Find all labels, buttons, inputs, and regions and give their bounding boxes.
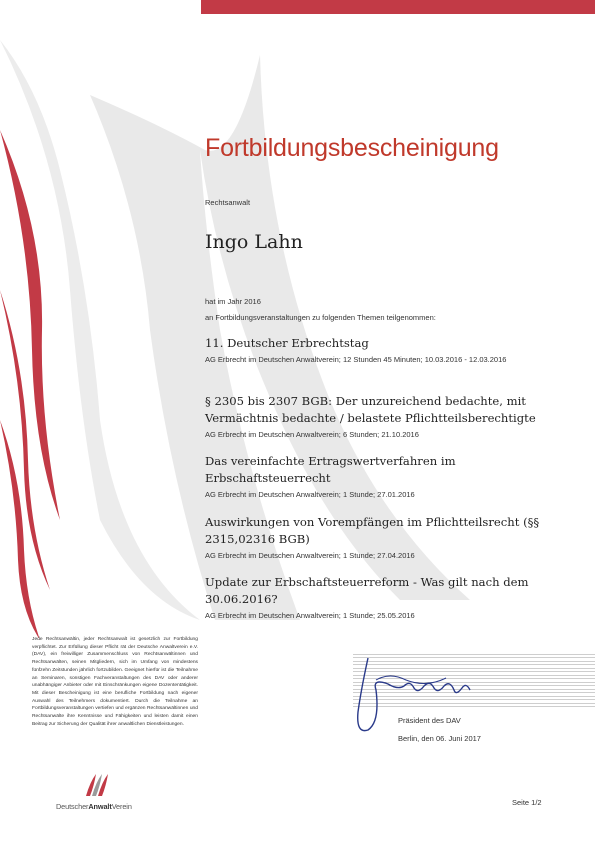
place-and-date: Berlin, den 06. Juni 2017 [398, 734, 481, 743]
top-accent-bar [201, 0, 595, 14]
legal-footnote: Jede Rechtsanwältin, jeder Rechtsanwalt ist gesetzlich zur Fortbildung verpflichtet. Zur Erfüllung dieser Pflicht rät der Deutsche Anwaltverein e.V. (DAV), ein freiwilliger Zusammenschluss von Rechtsanwältinnen und Rechtsanwälten, seinen Mitgliedern, sich im Umfang von mindestens fünfzehn Zeitstunden jährlich fortzubilden. Geeignet hierfür ist die Teilnahme an Seminaren, sonstigen Fachveranstaltungen des DAV oder anderer unabhängiger Anbieter oder mit Einschränkungen eigene Dozententätigkeit. Mit dieser Bescheinigung ist eine berufliche Fortbildung nach eigener Auswahl des Teilnehmers dokumentiert. Durch die Teilnahme an Fortbildungsveranstaltungen vertiefen und ergänzen Rechtsanwältinnen und Rechtsanwälte ihre Kenntnisse und Fähigkeiten und leisten damit einen Beitrag zur Sicherung der Qualität ihrer anwaltlichen Dienstleistungen. [32, 637, 198, 727]
dav-logo [56, 768, 140, 816]
topic-item [205, 335, 575, 368]
topic-item [205, 393, 575, 443]
topic-item [205, 453, 575, 503]
recipient-name: Ingo Lahn [205, 231, 303, 253]
topic-details: AG Erbrecht im Deutschen Anwaltverein; 6 Stunden; 21.10.2016 [205, 430, 419, 439]
topic-title: Das vereinfachte Ertragswertverfahren im Erbschaftsteuerrecht [205, 454, 456, 485]
page-number: Seite 1/2 [512, 798, 542, 807]
recipient-role: Rechtsanwalt [205, 198, 251, 207]
signatory-title: Präsident des DAV [398, 716, 461, 725]
document-title: Fortbildungsbescheinigung [205, 134, 499, 162]
topic-details: AG Erbrecht im Deutschen Anwaltverein; 1 Stunde; 27.01.2016 [205, 490, 415, 499]
signature-image [306, 650, 496, 746]
topic-item [205, 574, 575, 624]
intro-line-1: hat im Jahr 2016 [205, 297, 261, 306]
topic-details: AG Erbrecht im Deutschen Anwaltverein; 1 Stunde; 25.05.2016 [205, 611, 415, 620]
dav-logo-text: DeutscherAnwaltVerein [56, 802, 132, 811]
topic-title: Auswirkungen von Vorempfängen im Pflichtteilsrecht (§§ 2315,02316 BGB) [205, 515, 540, 546]
topic-details: AG Erbrecht im Deutschen Anwaltverein; 12 Stunden 45 Minuten; 10.03.2016 - 12.03.2016 [205, 355, 507, 364]
topic-item [205, 514, 575, 564]
topic-details: AG Erbrecht im Deutschen Anwaltverein; 1 Stunde; 27.04.2016 [205, 551, 415, 560]
dav-logo-icon [84, 768, 110, 798]
topic-title: Update zur Erbschaftsteuerreform - Was gilt nach dem 30.06.2016? [205, 575, 529, 606]
topic-title: 11. Deutscher Erbrechtstag [205, 336, 369, 350]
intro-line-2: an Fortbildungsveranstaltungen zu folgenden Themen teilgenommen: [205, 313, 436, 322]
topic-title: § 2305 bis 2307 BGB: Der unzureichend bedachte, mit Vermächtnis bedachte / belastete Pflichtteilsberechtigte [205, 394, 536, 425]
